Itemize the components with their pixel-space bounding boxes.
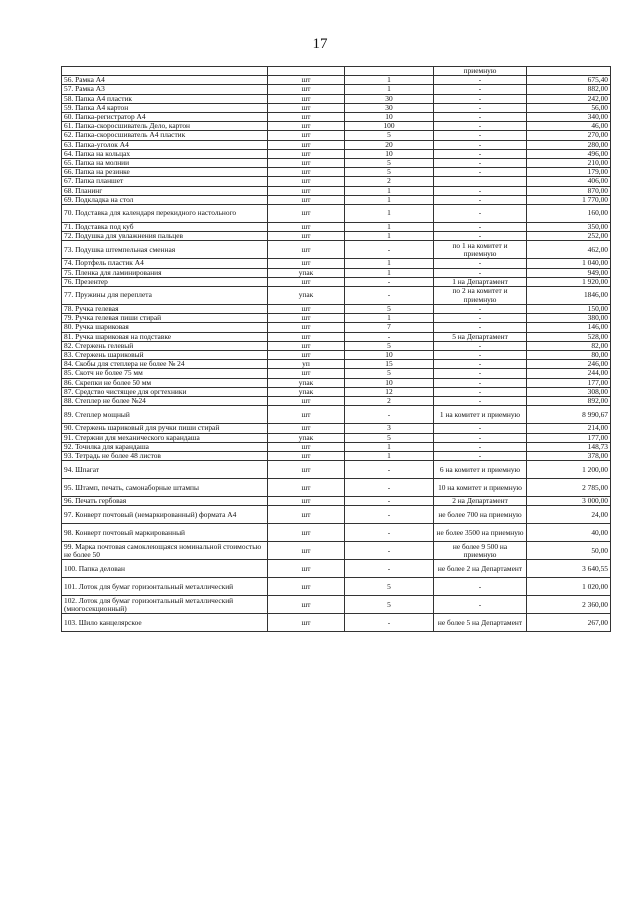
cell-name: 62. Папка-скоросшиватель А4 пластик [62,131,268,140]
cell-note: - [434,223,527,232]
cell-qty: - [345,479,434,497]
cell-note [434,177,527,186]
table-row [62,341,611,350]
cell-name: 66. Папка на резинке [62,168,268,177]
cell-note: по 2 на комитет и приемную [434,287,527,305]
cell-note: - [434,442,527,451]
table-row [62,149,611,158]
cell-unit: шт [268,497,345,506]
cell-note: 10 на комитет и приемную [434,479,527,497]
cell-unit [268,67,345,76]
cell-price: 1 920,00 [527,277,611,286]
cell-qty: - [345,524,434,542]
cell-unit: шт [268,424,345,433]
cell-note: 1 на комитет и приемную [434,406,527,424]
table-row [62,378,611,387]
cell-price: 308,00 [527,387,611,396]
cell-price: 949,00 [527,268,611,277]
cell-price: 177,00 [527,378,611,387]
cell-name: 56. Рамка А4 [62,76,268,85]
cell-unit: шт [268,205,345,223]
cell-note: - [434,268,527,277]
cell-price [527,67,611,76]
cell-name: 74. Портфель пластик А4 [62,259,268,268]
cell-qty: 5 [345,305,434,314]
cell-price: 148,73 [527,442,611,451]
cell-name: 80. Ручка шариковая [62,323,268,332]
cell-name: 95. Штамп, печать, самонаборные штампы [62,479,268,497]
cell-qty: 1 [345,223,434,232]
table-row [62,479,611,497]
cell-price: 528,00 [527,332,611,341]
cell-price: 1846,00 [527,287,611,305]
cell-price: 280,00 [527,140,611,149]
supplies-table [61,66,611,632]
cell-qty: - [345,497,434,506]
cell-name: 82. Стержень гелевый [62,341,268,350]
table-row [62,277,611,286]
table-row [62,259,611,268]
table-row [62,232,611,241]
cell-qty: 5 [345,159,434,168]
cell-qty: 20 [345,140,434,149]
cell-name: 61. Папка-скоросшиватель Дело, картон [62,122,268,131]
table-row [62,131,611,140]
cell-price: 177,00 [527,433,611,442]
cell-qty: 1 [345,205,434,223]
cell-unit: упак [268,433,345,442]
cell-note: 1 на Департамент [434,277,527,286]
cell-unit: шт [268,323,345,332]
table-row [62,177,611,186]
table-row [62,76,611,85]
cell-qty: 1 [345,186,434,195]
cell-qty: - [345,332,434,341]
table-row [62,461,611,479]
table-row [62,205,611,223]
cell-qty: - [345,506,434,524]
cell-qty: - [345,461,434,479]
table-row [62,186,611,195]
cell-note: - [434,596,527,614]
cell-price: 378,00 [527,451,611,460]
cell-price: 882,00 [527,85,611,94]
table-row [62,268,611,277]
cell-unit: шт [268,195,345,204]
cell-note: - [434,168,527,177]
cell-qty: 5 [345,433,434,442]
cell-unit: шт [268,76,345,85]
cell-qty: 1 [345,259,434,268]
cell-unit: шт [268,542,345,560]
cell-price: 892,00 [527,397,611,406]
table-row [62,596,611,614]
cell-qty: - [345,406,434,424]
cell-name: 101. Лоток для бумаг горизонтальный металлический [62,578,268,596]
cell-qty: - [345,560,434,578]
cell-price: 270,00 [527,131,611,140]
cell-unit: шт [268,223,345,232]
cell-price: 210,00 [527,159,611,168]
cell-name: 86. Скрепки не более 50 мм [62,378,268,387]
cell-price: 1 020,00 [527,578,611,596]
cell-unit: шт [268,351,345,360]
table-row [62,305,611,314]
cell-name: 79. Ручка гелевая пиши стирай [62,314,268,323]
cell-name: 60. Папка-регистратор А4 [62,113,268,122]
cell-price: 242,00 [527,94,611,103]
table-row [62,140,611,149]
cell-name: 85. Скотч не более 75 мм [62,369,268,378]
cell-price: 160,00 [527,205,611,223]
cell-unit: шт [268,168,345,177]
cell-unit: шт [268,578,345,596]
cell-unit: шт [268,314,345,323]
cell-qty [345,67,434,76]
cell-name: 87. Средство чистящее для оргтехники [62,387,268,396]
cell-price: 350,00 [527,223,611,232]
cell-unit: шт [268,94,345,103]
cell-name: 78. Ручка гелевая [62,305,268,314]
cell-unit: шт [268,140,345,149]
cell-qty: 1 [345,268,434,277]
cell-qty: 10 [345,149,434,158]
cell-note: не более 2 на Департамент [434,560,527,578]
table-row [62,542,611,560]
cell-name: 69. Подкладка на стол [62,195,268,204]
cell-qty: 1 [345,442,434,451]
cell-name: 96. Печать гербовая [62,497,268,506]
cell-name: 97. Конверт почтовый (немаркированный) формата А4 [62,506,268,524]
cell-unit: шт [268,131,345,140]
cell-price: 496,00 [527,149,611,158]
table-row [62,94,611,103]
cell-qty: 1 [345,314,434,323]
table-row [62,451,611,460]
cell-qty: 5 [345,596,434,614]
cell-note: - [434,85,527,94]
cell-unit: шт [268,341,345,350]
cell-price: 82,00 [527,341,611,350]
cell-note: не более 9 500 на приемную [434,542,527,560]
cell-unit: шт [268,524,345,542]
cell-qty: 10 [345,351,434,360]
table-row [62,223,611,232]
cell-note: 2 на Департамент [434,497,527,506]
cell-qty: - [345,542,434,560]
cell-price: 675,40 [527,76,611,85]
cell-name: 65. Папка на молнии [62,159,268,168]
cell-name: 77. Пружины для переплета [62,287,268,305]
cell-unit: шт [268,397,345,406]
cell-qty: 1 [345,76,434,85]
table-row [62,323,611,332]
cell-note: - [434,314,527,323]
table-row [62,424,611,433]
cell-qty: 5 [345,578,434,596]
cell-name: 92. Точилка для карандаша [62,442,268,451]
cell-unit: шт [268,85,345,94]
cell-name [62,67,268,76]
cell-price: 40,00 [527,524,611,542]
cell-qty: 100 [345,122,434,131]
cell-note: - [434,341,527,350]
cell-unit: шт [268,596,345,614]
cell-qty: 1 [345,195,434,204]
cell-note: - [434,397,527,406]
cell-name: 76. Презентер [62,277,268,286]
cell-unit: шт [268,406,345,424]
cell-price: 179,00 [527,168,611,177]
cell-name: 63. Папка-уголок А4 [62,140,268,149]
cell-unit: шт [268,259,345,268]
cell-note: 5 на Департамент [434,332,527,341]
cell-price: 246,00 [527,360,611,369]
table-row [62,241,611,259]
cell-qty: 5 [345,131,434,140]
cell-unit: шт [268,305,345,314]
cell-price: 214,00 [527,424,611,433]
cell-name: 72. Подушка для увлажнения пальцев [62,232,268,241]
cell-unit: упак [268,268,345,277]
table-row [62,497,611,506]
cell-name: 103. Шило канцелярское [62,614,268,632]
cell-note: - [434,113,527,122]
cell-note: - [434,578,527,596]
cell-name: 84. Скобы для степлера не более № 24 [62,360,268,369]
table-row [62,122,611,131]
cell-unit: шт [268,103,345,112]
cell-qty: 30 [345,94,434,103]
cell-qty: 10 [345,113,434,122]
cell-note: не более 700 на приемную [434,506,527,524]
cell-unit: шт [268,506,345,524]
cell-price: 50,00 [527,542,611,560]
cell-qty: - [345,241,434,259]
table-row [62,578,611,596]
cell-unit: шт [268,560,345,578]
cell-note: приемную [434,67,527,76]
cell-name: 89. Степлер мощный [62,406,268,424]
cell-unit: шт [268,186,345,195]
cell-note: - [434,186,527,195]
cell-unit: упак [268,287,345,305]
cell-note: - [434,369,527,378]
cell-unit: шт [268,232,345,241]
cell-unit: шт [268,614,345,632]
cell-name: 75. Пленка для ламинирования [62,268,268,277]
cell-unit: шт [268,451,345,460]
cell-unit: уп [268,360,345,369]
cell-note: - [434,378,527,387]
cell-note: - [434,232,527,241]
cell-qty: 15 [345,360,434,369]
cell-price: 340,00 [527,113,611,122]
cell-qty: - [345,287,434,305]
cell-price: 3 000,00 [527,497,611,506]
cell-note: - [434,433,527,442]
table-row [62,287,611,305]
cell-note: - [434,323,527,332]
cell-qty: 2 [345,177,434,186]
cell-unit: шт [268,277,345,286]
cell-price: 870,00 [527,186,611,195]
cell-note: - [434,94,527,103]
cell-name: 90. Стержень шариковый для ручки пиши стирай [62,424,268,433]
cell-price: 24,00 [527,506,611,524]
table-row [62,524,611,542]
table-row [62,351,611,360]
cell-price: 2 360,00 [527,596,611,614]
table-row [62,614,611,632]
cell-price: 3 640,55 [527,560,611,578]
cell-name: 83. Стержень шариковый [62,351,268,360]
cell-unit: шт [268,442,345,451]
cell-price: 2 785,00 [527,479,611,497]
cell-unit: шт [268,241,345,259]
cell-price: 1 200,00 [527,461,611,479]
cell-note: - [434,131,527,140]
cell-qty: - [345,614,434,632]
cell-price: 56,00 [527,103,611,112]
cell-price: 252,00 [527,232,611,241]
cell-note: - [434,103,527,112]
cell-qty: 5 [345,369,434,378]
cell-qty: 1 [345,232,434,241]
cell-note: - [434,451,527,460]
cell-name: 58. Папка А4 пластик [62,94,268,103]
cell-unit: шт [268,479,345,497]
cell-note: - [434,76,527,85]
table-row-header [62,67,611,76]
cell-note: - [434,122,527,131]
cell-note: не более 5 на Департамент [434,614,527,632]
table-row [62,387,611,396]
cell-name: 57. Рамка А3 [62,85,268,94]
cell-note: - [434,387,527,396]
cell-note: - [434,360,527,369]
cell-price: 406,00 [527,177,611,186]
table-row [62,406,611,424]
cell-price: 267,00 [527,614,611,632]
cell-qty: 7 [345,323,434,332]
cell-unit: шт [268,159,345,168]
cell-price: 46,00 [527,122,611,131]
cell-qty: 5 [345,168,434,177]
cell-unit: шт [268,113,345,122]
cell-note: не более 3500 на приемную [434,524,527,542]
cell-note: 6 на комитет и приемную [434,461,527,479]
cell-price: 1 040,00 [527,259,611,268]
cell-qty: 5 [345,341,434,350]
cell-unit: шт [268,122,345,131]
cell-price: 380,00 [527,314,611,323]
table-row [62,369,611,378]
cell-unit: шт [268,369,345,378]
cell-unit: упак [268,387,345,396]
cell-qty: 1 [345,451,434,460]
cell-price: 80,00 [527,351,611,360]
cell-name: 98. Конверт почтовый маркированный [62,524,268,542]
cell-note: - [434,140,527,149]
cell-price: 146,00 [527,323,611,332]
cell-price: 150,00 [527,305,611,314]
cell-name: 64. Папка на кольцах [62,149,268,158]
cell-name: 68. Планинг [62,186,268,195]
cell-note: - [434,424,527,433]
cell-unit: шт [268,149,345,158]
cell-unit: шт [268,332,345,341]
cell-qty: 3 [345,424,434,433]
table-row [62,506,611,524]
table-row [62,332,611,341]
cell-unit: шт [268,177,345,186]
cell-note: - [434,351,527,360]
table-row [62,159,611,168]
cell-price: 244,00 [527,369,611,378]
cell-qty: 1 [345,85,434,94]
table-row [62,433,611,442]
page-number: 17 [312,36,328,52]
table-row [62,360,611,369]
cell-name: 91. Стержни для механического карандаша [62,433,268,442]
table-row [62,103,611,112]
table-row [62,397,611,406]
cell-note: - [434,159,527,168]
cell-price: 8 990,67 [527,406,611,424]
table-row [62,113,611,122]
cell-qty: - [345,277,434,286]
cell-name: 81. Ручка шариковая на подставке [62,332,268,341]
cell-name: 73. Подушка штемпельная сменная [62,241,268,259]
cell-name: 88. Степлер не более №24 [62,397,268,406]
cell-note: по 1 на комитет и приемную [434,241,527,259]
cell-unit: упак [268,378,345,387]
cell-name: 102. Лоток для бумаг горизонтальный металлический (многосекционный) [62,596,268,614]
cell-note: - [434,195,527,204]
table-row [62,168,611,177]
cell-unit: шт [268,461,345,479]
cell-name: 93. Тетрадь не более 48 листов [62,451,268,460]
cell-name: 59. Папка А4 картон [62,103,268,112]
cell-note: - [434,305,527,314]
cell-name: 71. Подставка под куб [62,223,268,232]
cell-qty: 2 [345,397,434,406]
cell-name: 67. Папка планшет [62,177,268,186]
cell-note: - [434,205,527,223]
cell-qty: 12 [345,387,434,396]
table-row [62,85,611,94]
table-row [62,314,611,323]
cell-name: 99. Марка почтовая самоклеющаяся номинальной стоимостью не более 50 [62,542,268,560]
cell-name: 100. Папка делован [62,560,268,578]
table-row [62,560,611,578]
cell-name: 94. Шпагат [62,461,268,479]
cell-qty: 10 [345,378,434,387]
cell-name: 70. Подставка для календаря перекидного настольного [62,205,268,223]
table-row [62,195,611,204]
cell-note: - [434,259,527,268]
cell-price: 1 770,00 [527,195,611,204]
cell-price: 462,00 [527,241,611,259]
cell-note: - [434,149,527,158]
cell-qty: 30 [345,103,434,112]
table-row [62,442,611,451]
